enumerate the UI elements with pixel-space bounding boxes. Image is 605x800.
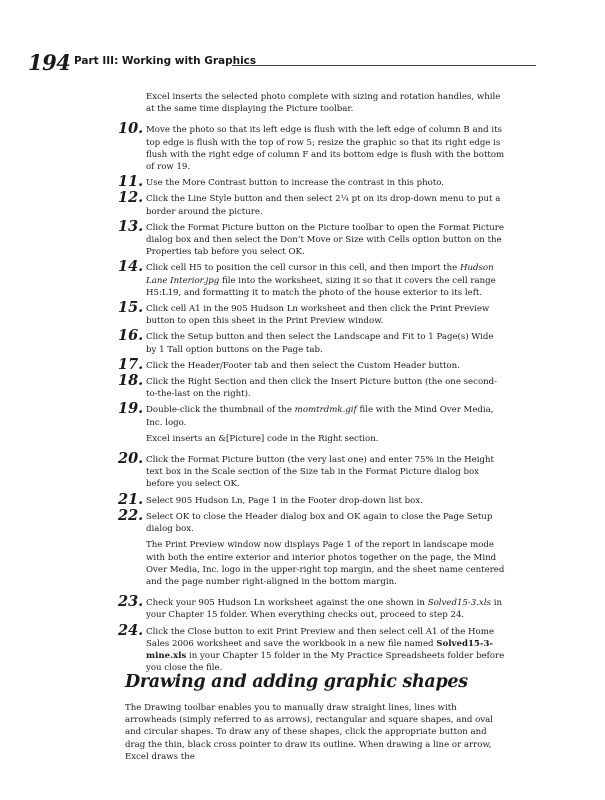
step-text: Double-click the thumbnail of the momtrdmk.gif file with the Mind Over Media, Inc. logo. [146, 405, 494, 428]
step-text: Click cell A1 in the 905 Hudson Ln worksheet and then click the Print Preview button to open this sheet in the Print Preview window. [146, 304, 490, 327]
step-number: 22. [118, 506, 144, 524]
step-13 [118, 217, 506, 259]
step-number: 11. [118, 173, 144, 191]
step-text: Click the Line Style button and then select 2¼ pt on its drop-down menu to put a border around the picture. [146, 194, 501, 217]
step-number: 18. [118, 372, 144, 390]
step-text: Select OK to close the Header dialog box and OK again to close the Page Setup dialog box. [146, 511, 493, 535]
step-17 [118, 355, 506, 373]
step-text: Move the photo so that its left edge is flush with the left edge of column B and its top edge is flush with the top of row 5; resize the graphic so that its right edge is flush with the right edge of column F and its bottom edge is flush with the bottom of row 19. [146, 125, 505, 173]
step-18 [118, 372, 506, 400]
step-23 [118, 593, 506, 621]
step-10 [118, 120, 506, 173]
page-header [28, 50, 536, 78]
step-text: Click the Format Picture button on the Picture toolbar to open the Format Picture dialog box and then select the Don’t Move or Size with Cells option button on the Properties tab before you select OK. [146, 222, 504, 258]
filename: Solved15-3-mine.xls [146, 638, 494, 661]
step-number: 24. [118, 621, 144, 639]
step-16 [118, 327, 506, 355]
step-number: 14. [118, 258, 144, 276]
step-number: 15. [118, 299, 144, 317]
step-11 [118, 173, 506, 191]
step-number: 17. [118, 355, 144, 373]
step-text: Check your 905 Hudson Ln worksheet against the one shown in Solved15-3.xls in your Chapter 15 folder. When everything checks out, proceed to step 24. [146, 598, 503, 621]
step-number: 21. [118, 490, 144, 508]
filename: Hudson Lane Interior.jpg [146, 263, 494, 286]
step-20 [118, 450, 506, 491]
step-number: 19. [118, 400, 144, 418]
step-19 [118, 400, 506, 428]
step-number: 16. [118, 327, 144, 345]
running-head: Part III: Working with Graphics [74, 55, 257, 67]
step-text: Click the Setup button and then select the Landscape and Fit to 1 Page(s) Wide by 1 Tall option buttons on the Page tab. [146, 332, 494, 355]
step-22-note: The Print Preview window now displays Page 1 of the report in landscape mode with both the entire exterior and interior photos together on the page, the Mind Over Media, Inc. logo in the upper-right top margin, and the sheet name centered and the page number right-aligned in the bottom margin. [146, 540, 505, 587]
filename: Solved15-3.xls [427, 598, 491, 609]
step-text: Select 905 Hudson Ln, Page 1 in the Footer drop-down list box. [146, 495, 423, 506]
step-19-note: Excel inserts an &[Picture] code in the Right section. [146, 433, 379, 444]
step-14 [118, 258, 506, 299]
section-body: The Drawing toolbar enables you to manually draw straight lines, lines with arrowheads (simply referred to as arrows), rectangular and square shapes, and oval and circular shapes. To draw any of these shapes, click the appropriate button and drag the thin, black cross pointer to draw its outline. When drawing a line or arrow, Excel draws the [125, 703, 494, 762]
step-text: Click the Right Section and then click the Insert Picture button (the one second-to-the-last on the right). [146, 377, 498, 400]
step-text: Click the Header/Footer tab and then select the Custom Header button. [146, 360, 460, 371]
filename: momtrdmk.gif [294, 405, 357, 416]
step-22 [118, 506, 506, 535]
page-number: 194 [28, 50, 71, 75]
step-number: 20. [118, 450, 144, 468]
header-rule [232, 65, 536, 66]
step-number: 13. [118, 217, 144, 235]
step-24 [118, 621, 506, 675]
step-15 [118, 299, 506, 327]
step-text: Use the More Contrast button to increase the contrast in this photo. [146, 178, 445, 189]
intro-paragraph: Excel inserts the selected photo complete with sizing and rotation handles, while at the same time displaying the Picture toolbar. [146, 92, 501, 115]
step-12 [118, 189, 506, 217]
step-number: 23. [118, 593, 144, 611]
section-heading: Drawing and adding graphic shapes [125, 672, 468, 692]
step-text: Click cell H5 to position the cell cursor in this cell, and then import the Hudson Lane Interior.jpg file into the worksheet, sizing it so that it covers the cell range H5:L19, and formatting it to match the photo of the house exterior to its left. [146, 263, 496, 298]
step-number: 10. [118, 120, 144, 138]
step-text: Click the Close button to exit Print Preview and then select cell A1 of the Home Sales 2006 worksheet and save the workbook in a new file named Solved15-3-mine.xls in your Chapter 15 folder in the My Practice Spreadsheets folder before you close the file. [146, 626, 505, 674]
step-text: Click the Format Picture button (the very last one) and enter 75% in the Height text box in the Scale section of the Size tab in the Format Picture dialog box before you select OK. [146, 455, 495, 490]
step-21 [118, 490, 506, 508]
step-list [118, 91, 506, 678]
step-number: 12. [118, 189, 144, 207]
